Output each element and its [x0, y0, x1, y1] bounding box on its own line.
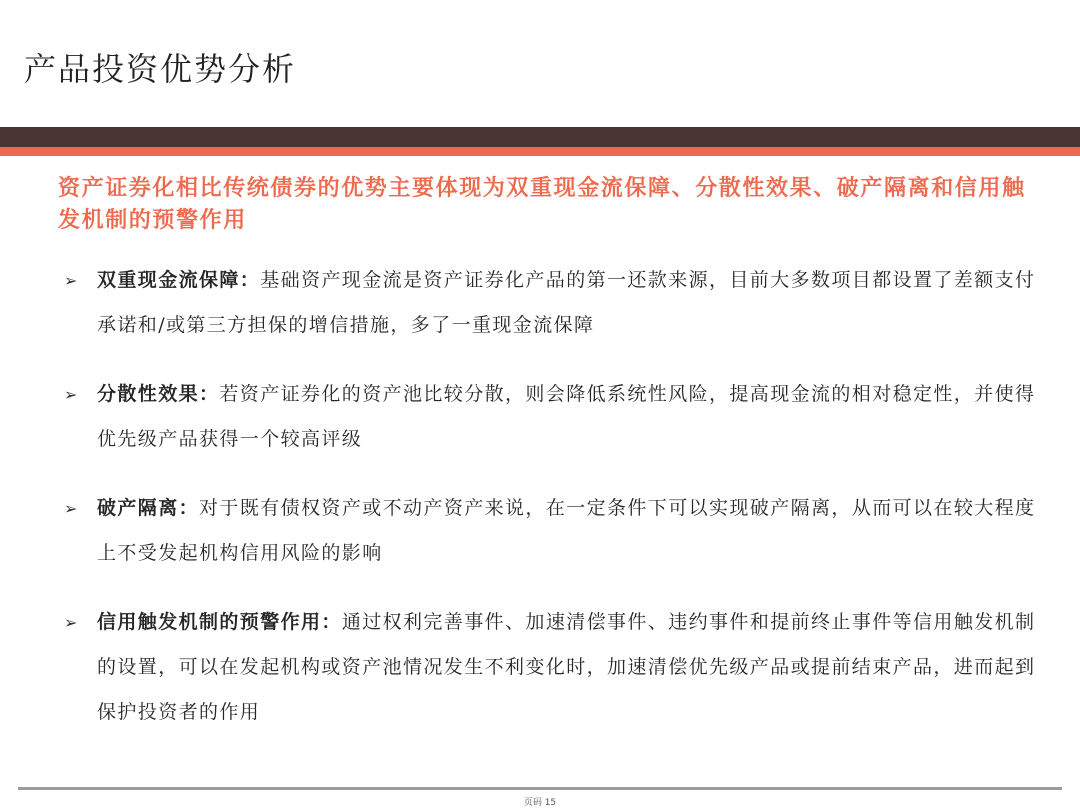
footer-divider — [18, 787, 1062, 790]
page-number: 页码 15 — [523, 798, 557, 808]
bullet-term: 分散性效果： — [97, 383, 220, 405]
header-band-accent — [0, 147, 1080, 156]
arrow-bullet-icon: ➢ — [64, 385, 79, 404]
arrow-bullet-icon: ➢ — [64, 613, 79, 632]
bullet-text: 通过权利完善事件、加速清偿事件、违约事件和提前终止事件等信用触发机制的设置，可以在发起机构或资产池情况发生不利变化时，加速清偿优先级产品或提前结束产品，进而起到保护投资者的作用 — [97, 611, 1036, 723]
arrow-bullet-icon: ➢ — [64, 271, 79, 290]
bullet-term: 破产隔离： — [97, 497, 200, 519]
bullet-credit-trigger — [62, 600, 1037, 735]
header-band-dark — [0, 127, 1080, 147]
key-message-headline: 资产证券化相比传统债券的优势主要体现为双重现金流保障、分散性效果、破产隔离和信用触发机制的预警作用 — [58, 175, 1026, 233]
bullet-term: 信用触发机制的预警作用： — [97, 611, 342, 633]
bullet-dual-cashflow — [62, 258, 1037, 348]
bullet-bankruptcy-isolation — [62, 486, 1037, 576]
arrow-bullet-icon: ➢ — [64, 499, 79, 518]
advantage-bullet-list — [62, 258, 1037, 759]
bullet-text: 对于既有债权资产或不动产资产来说，在一定条件下可以实现破产隔离，从而可以在较大程度上不受发起机构信用风险的影响 — [97, 497, 1036, 564]
bullet-text: 基础资产现金流是资产证券化产品的第一还款来源，目前大多数项目都设置了差额支付承诺和/或第三方担保的增信措施，多了一重现金流保障 — [97, 269, 1036, 336]
slide-title: 产品投资优势分析 — [24, 50, 297, 88]
bullet-term: 双重现金流保障： — [97, 269, 261, 291]
bullet-diversification — [62, 372, 1037, 462]
bullet-text: 若资产证券化的资产池比较分散，则会降低系统性风险，提高现金流的相对稳定性，并使得优先级产品获得一个较高评级 — [97, 383, 1036, 450]
